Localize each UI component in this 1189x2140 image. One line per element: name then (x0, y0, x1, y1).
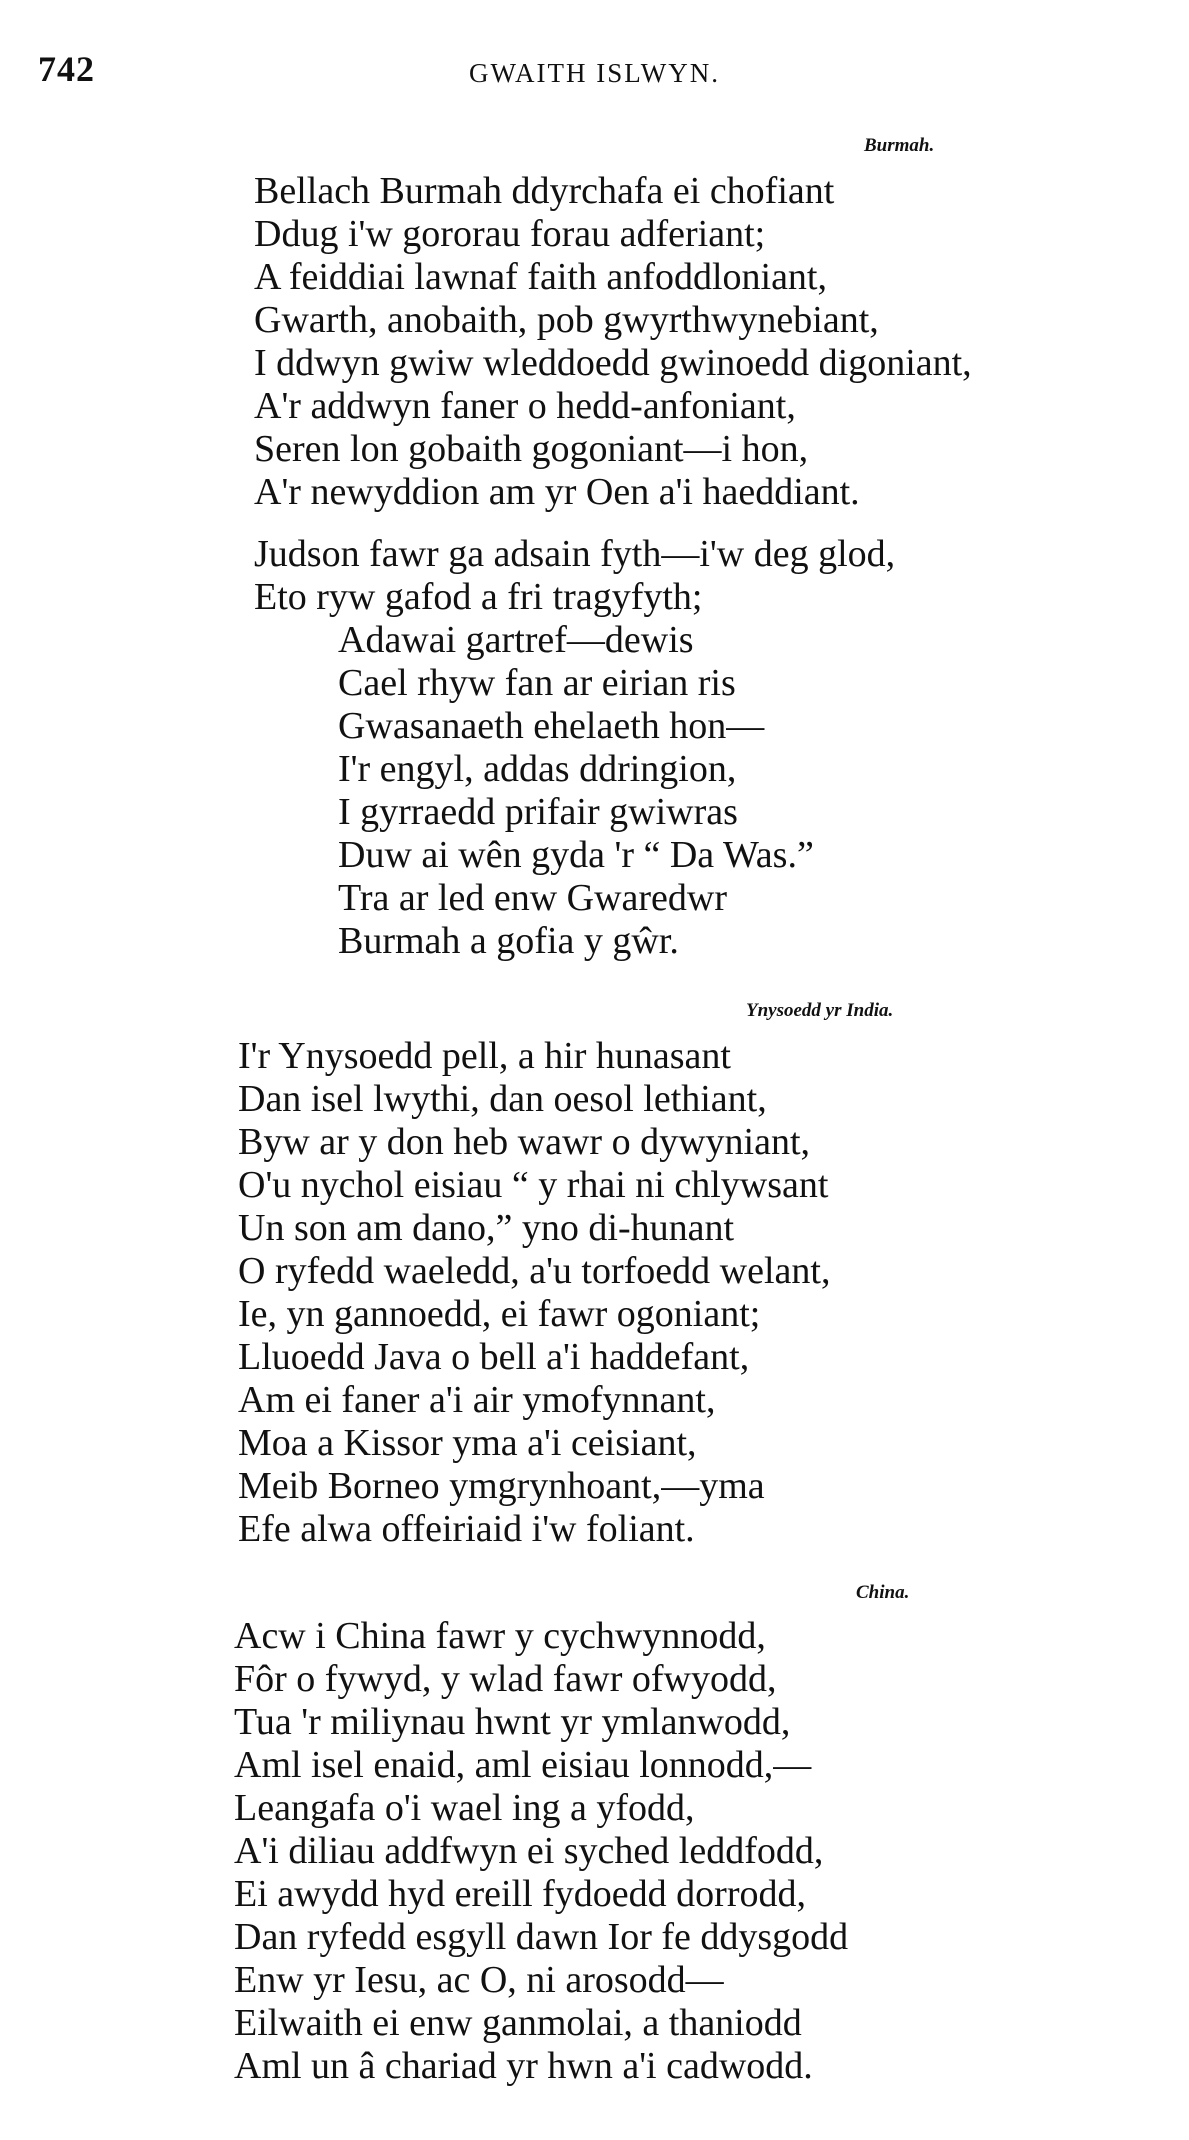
poem-line: Ei awydd hyd ereill fydoedd dorrodd, (234, 1873, 806, 1915)
poem-line-indented: Gwasanaeth ehelaeth hon— (338, 705, 765, 747)
poem-line: Aml un â chariad yr hwn a'i cadwodd. (234, 2045, 813, 2087)
page-number: 742 (38, 49, 95, 89)
poem-line-indented: Burmah a gofia y gŵr. (338, 920, 679, 962)
poem-line: Byw ar y don heb wawr o dywyniant, (238, 1121, 811, 1163)
stanza (238, 1035, 830, 1551)
poem-line-indented: I gyrraedd prifair gwiwras (338, 791, 738, 833)
poem-line: Dan ryfedd esgyll dawn Ior fe ddysgodd (234, 1916, 849, 1958)
poem-line: A'r addwyn faner o hedd-anfoniant, (254, 385, 796, 427)
poem-line: I ddwyn gwiw wleddoedd gwinoedd digoniant, (254, 342, 972, 384)
poem-line: Ie, yn gannoedd, ei fawr ogoniant; (238, 1293, 761, 1335)
poem-line: Meib Borneo ymgrynhoant,—yma (238, 1465, 765, 1507)
poem-line: Seren lon gobaith gogoniant—i hon, (254, 428, 809, 470)
poem-line: Bellach Burmah ddyrchafa ei chofiant (254, 170, 835, 212)
poem-line: Lluoedd Java o bell a'i haddefant, (238, 1336, 750, 1378)
poem-line-indented: Duw ai wên gyda 'r “ Da Was.” (338, 834, 814, 876)
poem-line: Fôr o fywyd, y wlad fawr ofwyodd, (234, 1658, 777, 1700)
poem-line: A'i diliau addfwyn ei syched leddfodd, (234, 1830, 824, 1872)
section-burmah (254, 170, 972, 963)
poem-line: Gwarth, anobaith, pob gwyrthwynebiant, (254, 299, 879, 341)
poem-line: Dan isel lwythi, dan oesol lethiant, (238, 1078, 767, 1120)
poem-line: Enw yr Iesu, ac O, ni arosodd— (234, 1959, 724, 2001)
poem-line-indented: Cael rhyw fan ar eirian ris (338, 662, 736, 704)
poem-line: O'u nychol eisiau “ y rhai ni chlywsant (238, 1164, 829, 1206)
poem-line: I'r Ynysoedd pell, a hir hunasant (238, 1035, 731, 1077)
poem-line-indented: Tra ar led enw Gwaredwr (338, 877, 728, 919)
poem-line: O ryfedd waeledd, a'u torfoedd welant, (238, 1250, 831, 1292)
section-china (234, 1615, 848, 2088)
poem-line: Eilwaith ei enw ganmolai, a thaniodd (234, 2002, 802, 2044)
section-title-burmah: Burmah. (864, 135, 935, 156)
section-india (238, 1035, 830, 1551)
stanza (234, 1615, 848, 2088)
section-title-china: China. (856, 1582, 910, 1603)
poem-line-indented: I'r engyl, addas ddringion, (338, 748, 737, 790)
stanza (254, 533, 972, 963)
poem-line: A'r newyddion am yr Oen a'i haeddiant. (254, 471, 860, 513)
poem-line-indented: Adawai gartref—dewis (338, 619, 694, 661)
poem-line: Judson fawr ga adsain fyth—i'w deg glod, (254, 533, 896, 575)
running-head: GWAITH ISLWYN. (469, 58, 720, 88)
poem-line: Am ei faner a'i air ymofynnant, (238, 1379, 716, 1421)
poem-line: Tua 'r miliynau hwnt yr ymlanwodd, (234, 1701, 791, 1743)
poem-line: Eto ryw gafod a fri tragyfyth; (254, 576, 703, 618)
poem-line: Leangafa o'i wael ing a yfodd, (234, 1787, 695, 1829)
poem-line: Moa a Kissor yma a'i ceisiant, (238, 1422, 697, 1464)
poem-line: Aml isel enaid, aml eisiau lonnodd,— (234, 1744, 812, 1786)
poem-line: Acw i China fawr y cychwynnodd, (234, 1615, 766, 1657)
poem-line: Un son am dano,” yno di-hunant (238, 1207, 735, 1249)
stanza-gap (254, 514, 972, 533)
poem-line: Efe alwa offeiriaid i'w foliant. (238, 1508, 695, 1550)
poem-line: Ddug i'w gororau forau adferiant; (254, 213, 766, 255)
poem-line: A feiddiai lawnaf faith anfoddloniant, (254, 256, 827, 298)
stanza (254, 170, 972, 514)
section-title-india: Ynysoedd yr India. (746, 1000, 894, 1021)
